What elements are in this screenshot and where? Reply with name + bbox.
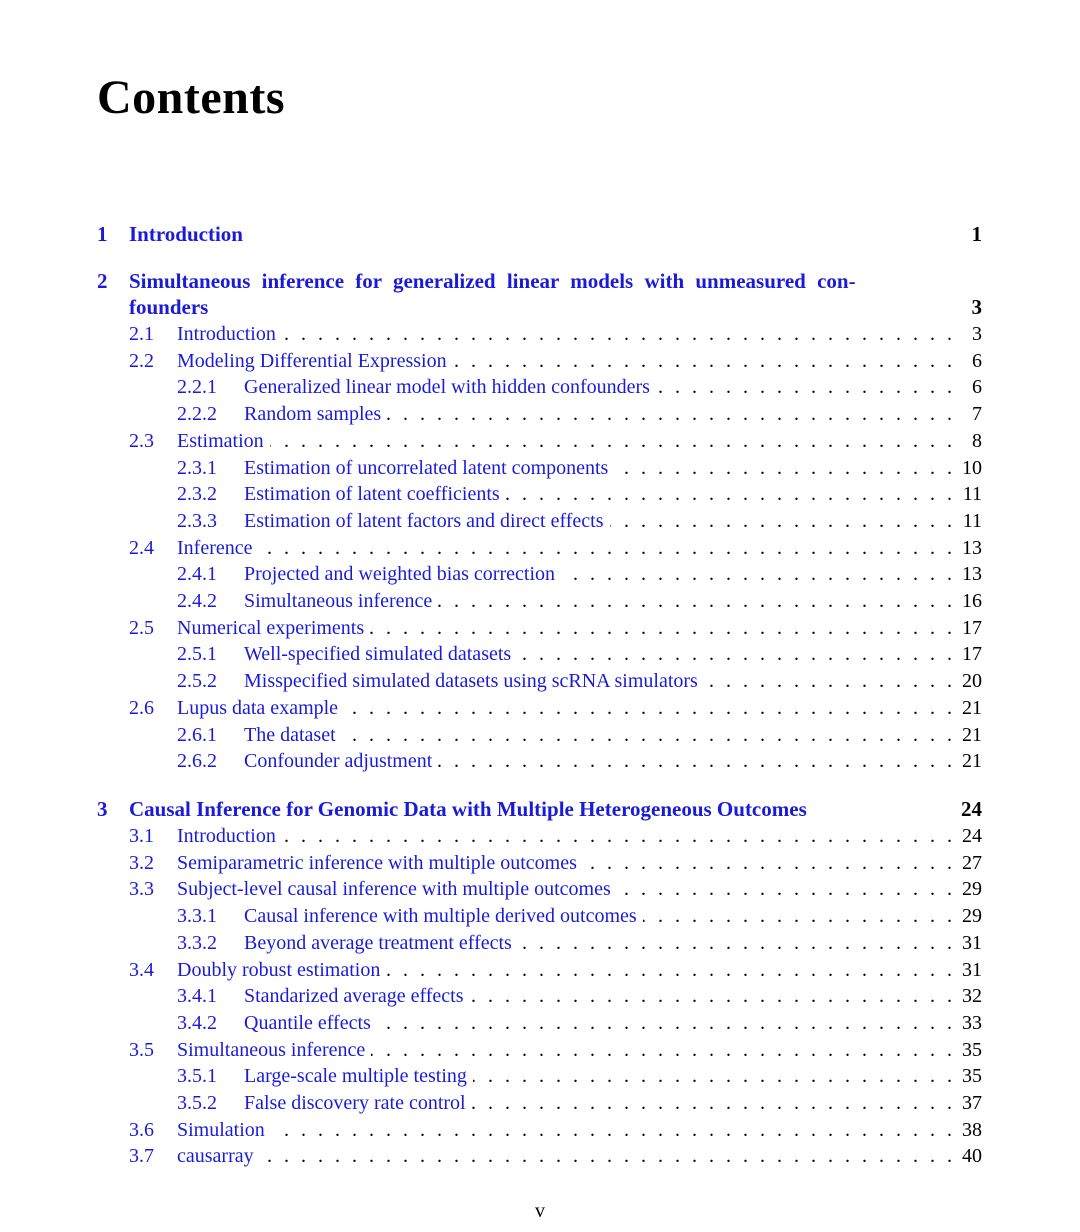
page-number: 37	[962, 1092, 982, 1114]
toc-subsection-2-3-1[interactable]	[0, 455, 1080, 481]
subsection-number: 2.2.2	[177, 403, 217, 426]
subsection-title-link[interactable]: Confounder adjustment	[244, 748, 438, 774]
dot-leader	[177, 823, 952, 849]
toc-subsection-3-3-2[interactable]	[0, 930, 1080, 956]
toc-chapter-2[interactable]	[0, 268, 1080, 294]
toc-subsection-3-3-1[interactable]	[0, 903, 1080, 929]
subsection-title-link[interactable]: Projected and weighted bias correction	[244, 561, 561, 587]
toc-section-3-1[interactable]	[0, 823, 1080, 849]
section-number: 3.2	[129, 851, 154, 874]
section-title-link[interactable]: Introduction	[177, 823, 282, 849]
section-title-link[interactable]: Lupus data example	[177, 695, 344, 721]
page-number: 27	[962, 851, 982, 874]
page-number: 33	[962, 1011, 982, 1034]
subsection-title-link[interactable]: Causal inference with multiple derived outcomes	[244, 903, 643, 929]
chapter-title-link-continued[interactable]: founders	[129, 295, 209, 319]
dot-leader	[177, 321, 952, 347]
subsection-title-link[interactable]: Large-scale multiple testing	[244, 1063, 473, 1089]
section-number: 3.5	[129, 1038, 154, 1061]
subsection-title-link[interactable]: Estimation of latent coefficients	[244, 481, 506, 507]
page-number: 32	[962, 985, 982, 1008]
page-number: 3	[971, 295, 982, 319]
subsection-number: 2.4.1	[177, 563, 217, 586]
chapter-title-link[interactable]: Simultaneous inference for generalized linear models with unmeasured con-	[129, 269, 856, 293]
section-number: 2.1	[129, 323, 154, 345]
chapter-number: 2	[97, 269, 108, 293]
page-number: 24	[962, 825, 982, 847]
toc-section-2-2[interactable]	[0, 348, 1080, 374]
subsection-number: 2.3.2	[177, 483, 217, 506]
page-number: 40	[962, 1145, 982, 1168]
dot-leader	[177, 428, 952, 454]
section-number: 3.1	[129, 825, 154, 847]
section-number: 2.3	[129, 429, 154, 452]
page-folio: v	[535, 1200, 545, 1222]
page-number: 21	[962, 723, 982, 746]
toc-subsection-2-2-1[interactable]	[0, 374, 1080, 400]
page-number: 24	[961, 797, 982, 821]
section-title-link[interactable]: Semiparametric inference with multiple outcomes	[177, 850, 583, 876]
toc-chapter-3[interactable]	[0, 796, 1080, 822]
toc-subsection-2-3-3[interactable]	[0, 508, 1080, 534]
page-number: 29	[962, 905, 982, 928]
subsection-title-link[interactable]: Random samples	[244, 401, 387, 427]
toc-subsection-2-5-1[interactable]	[0, 641, 1080, 667]
subsection-number: 2.3.1	[177, 456, 217, 479]
section-title-link[interactable]: Numerical experiments	[177, 615, 370, 641]
section-number: 3.3	[129, 878, 154, 901]
toc-section-3-3[interactable]	[0, 876, 1080, 902]
page-number: 21	[962, 696, 982, 719]
section-number: 2.4	[129, 536, 154, 559]
subsection-title-link[interactable]: False discovery rate control	[244, 1090, 472, 1116]
section-title-link[interactable]: Simultaneous inference	[177, 1037, 371, 1063]
page-number: 1	[971, 222, 982, 246]
toc-subsection-2-3-2[interactable]	[0, 481, 1080, 507]
section-title-link[interactable]: Modeling Differential Expression	[177, 348, 453, 374]
page-number: 7	[972, 403, 982, 426]
page-number: 21	[962, 750, 982, 773]
section-title-link[interactable]: causarray	[177, 1143, 260, 1169]
toc-subsection-2-6-1[interactable]	[0, 722, 1080, 748]
toc-section-2-6[interactable]	[0, 695, 1080, 721]
page-number: 17	[962, 643, 982, 666]
section-number: 3.7	[129, 1145, 154, 1168]
subsection-number: 2.6.2	[177, 750, 217, 773]
subsection-number: 2.6.1	[177, 723, 217, 746]
toc-subsection-2-2-2[interactable]	[0, 401, 1080, 427]
chapter-number: 1	[97, 222, 108, 246]
toc-subsection-3-4-1[interactable]	[0, 983, 1080, 1009]
subsection-title-link[interactable]: Standarized average effects	[244, 983, 470, 1009]
toc-section-2-4[interactable]	[0, 535, 1080, 561]
section-title-link[interactable]: Inference	[177, 535, 259, 561]
page-title: Contents	[97, 71, 286, 124]
chapter-title-link[interactable]: Introduction	[129, 222, 243, 246]
page-number: 3	[972, 323, 982, 345]
page-number: 11	[962, 509, 982, 532]
page-number: 38	[962, 1118, 982, 1141]
toc-section-3-5[interactable]	[0, 1037, 1080, 1063]
chapter-number: 3	[97, 797, 108, 821]
section-number: 3.6	[129, 1118, 154, 1141]
subsection-number: 3.3.1	[177, 905, 217, 928]
toc-section-2-5[interactable]	[0, 615, 1080, 641]
subsection-number: 2.5.2	[177, 670, 217, 693]
section-number: 2.6	[129, 696, 154, 719]
toc-section-3-7[interactable]	[0, 1143, 1080, 1169]
toc-section-3-4[interactable]	[0, 957, 1080, 983]
subsection-title-link[interactable]: The dataset	[244, 722, 342, 748]
subsection-title-link[interactable]: Quantile effects	[244, 1010, 377, 1036]
toc-section-3-6[interactable]	[0, 1117, 1080, 1143]
section-title-link[interactable]: Subject-level causal inference with multiple outcomes	[177, 876, 617, 902]
toc-section-2-3[interactable]	[0, 428, 1080, 454]
toc-subsection-3-5-2[interactable]	[0, 1090, 1080, 1116]
page-number: 29	[962, 878, 982, 901]
section-title-link[interactable]: Introduction	[177, 321, 282, 347]
toc-section-3-2[interactable]	[0, 850, 1080, 876]
dot-leader	[177, 535, 952, 561]
page-number: 8	[972, 429, 982, 452]
subsection-number: 2.4.2	[177, 590, 217, 612]
subsection-number: 3.3.2	[177, 931, 217, 954]
subsection-title-link[interactable]: Estimation of uncorrelated latent components	[244, 455, 614, 481]
toc-subsection-2-4-1[interactable]	[0, 561, 1080, 587]
subsection-number: 3.5.2	[177, 1092, 217, 1114]
chapter-title-link[interactable]: Causal Inference for Genomic Data with Multiple Heterogeneous Outcomes	[129, 797, 807, 821]
section-number: 3.4	[129, 958, 154, 981]
page-number: 13	[962, 563, 982, 586]
toc-subsection-2-4-2[interactable]	[0, 588, 1080, 614]
page-number: 10	[962, 456, 982, 479]
subsection-number: 3.4.1	[177, 985, 217, 1008]
page-number: 11	[962, 483, 982, 506]
page-number: 6	[972, 376, 982, 399]
page-number: 17	[962, 616, 982, 639]
subsection-title-link[interactable]: Generalized linear model with hidden confounders	[244, 374, 656, 400]
page-number: 6	[972, 349, 982, 372]
subsection-title-link[interactable]: Estimation of latent factors and direct effects	[244, 508, 610, 534]
subsection-number: 2.3.3	[177, 509, 217, 532]
toc-subsection-2-6-2[interactable]	[0, 748, 1080, 774]
section-number: 2.2	[129, 349, 154, 372]
subsection-number: 3.5.1	[177, 1065, 217, 1088]
toc-chapter-2-continued[interactable]	[0, 294, 1080, 320]
dot-leader	[177, 1143, 952, 1169]
section-title-link[interactable]: Estimation	[177, 428, 270, 454]
toc-chapter-1[interactable]	[0, 221, 1080, 247]
toc-subsection-2-5-2[interactable]	[0, 668, 1080, 694]
subsection-number: 2.2.1	[177, 376, 217, 399]
section-title-link[interactable]: Doubly robust estimation	[177, 957, 386, 983]
dot-leader	[177, 1117, 952, 1143]
subsection-number: 2.5.1	[177, 643, 217, 666]
page-number: 16	[962, 590, 982, 612]
subsection-title-link[interactable]: Well-specified simulated datasets	[244, 641, 517, 667]
subsection-number: 3.4.2	[177, 1011, 217, 1034]
page-number: 20	[962, 670, 982, 693]
section-title-link[interactable]: Simulation	[177, 1117, 271, 1143]
page-number: 13	[962, 536, 982, 559]
subsection-title-link[interactable]: Simultaneous inference	[244, 588, 438, 614]
dot-leader	[244, 722, 952, 748]
section-number: 2.5	[129, 616, 154, 639]
page-number: 31	[962, 958, 982, 981]
page-number: 31	[962, 931, 982, 954]
subsection-title-link[interactable]: Beyond average treatment effects	[244, 930, 518, 956]
toc-subsection-3-5-1[interactable]	[0, 1063, 1080, 1089]
toc-section-2-1[interactable]	[0, 321, 1080, 347]
subsection-title-link[interactable]: Misspecified simulated datasets using scRNA simulators	[244, 668, 704, 694]
page-number: 35	[962, 1065, 982, 1088]
page-number: 35	[962, 1038, 982, 1061]
toc-subsection-3-4-2[interactable]	[0, 1010, 1080, 1036]
